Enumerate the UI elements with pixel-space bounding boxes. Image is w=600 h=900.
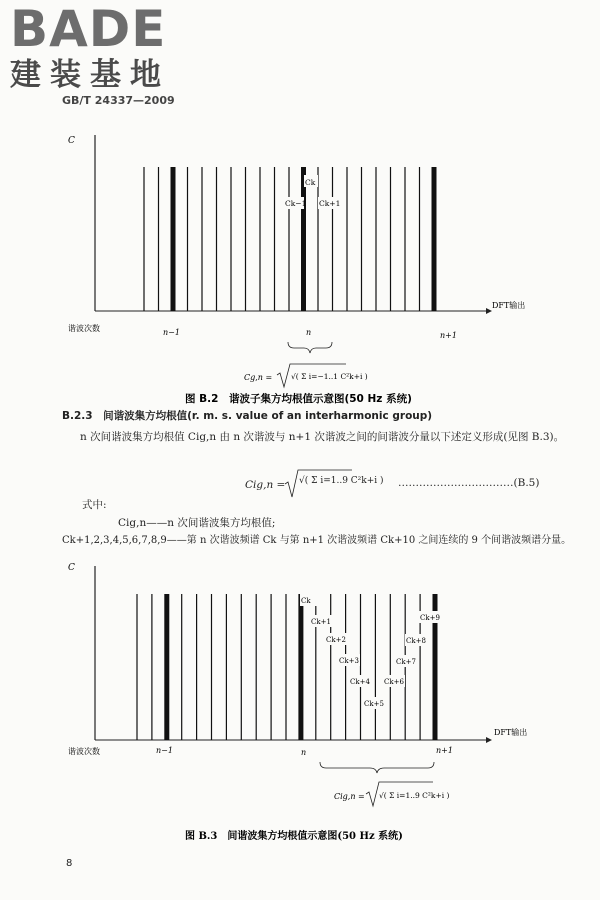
b3-y-axis-label: C [68,563,75,573]
formula-b5-body: √( Σ i=1..9 C²k+i ) [299,476,384,486]
page-number: 8 [66,858,73,869]
formula-b5-lhs: Cig,n = [245,479,286,491]
b3-tick-left: n−1 [156,746,173,755]
figure-b3 [0,556,600,846]
b3-bar-label: Ck+5 [364,700,384,708]
b2-caption: 图 B.2 谐波子集方均根值示意图(50 Hz 系统) [185,393,412,405]
figure-b2 [0,125,600,410]
definition-ck-components: Ck+1,2,3,4,5,6,7,8,9——第 n 次谐波频谱 Ck 与第 n+1 次谐波频谱 Ck+10 之间连续的 9 个间谐波频谱分量。 [62,535,572,546]
b3-tick-mid: n [301,748,307,757]
b3-bar-label: Ck+3 [339,657,359,665]
b2-tick-mid: n [306,328,312,337]
b3-x-axis-arrow [486,737,492,743]
b2-formula-lhs: Cg,n = [244,373,273,382]
b2-label-ck-minus1: Ck−1 [285,199,307,208]
b3-bar-label: Ck+6 [384,678,404,686]
brand-logo-chinese: 建装基地 [10,57,170,93]
b3-bar-label: Ck+1 [311,618,331,626]
b3-bar-label: Ck+4 [350,678,370,686]
b3-row-label: 谐波次数 [68,747,100,756]
definition-cig: Cig,n——n 次间谐波集方均根值; [118,517,276,529]
b3-formula-lhs: Cig,n = [334,792,365,801]
b2-x-axis-label: DFT输出 [492,301,526,310]
b3-bar-label: Ck+7 [396,658,416,666]
brand-logo: BADE [10,0,167,58]
b2-row-label: 谐波次数 [68,324,100,333]
formula-b5-ref: ……………………………(B.5) [398,477,540,489]
b2-brace [288,342,332,353]
b3-bar-label: Ck [301,597,311,605]
section-b23-heading: B.2.3 间谐波集方均根值(r. m. s. value of an interharmonic group) [62,410,433,422]
where-label: 式中: [82,499,107,511]
b3-caption: 图 B.3 间谐波集方均根值示意图(50 Hz 系统) [185,831,403,842]
b2-label-ck-plus1: Ck+1 [319,199,341,208]
b3-bar-label: Ck+8 [406,637,426,645]
b2-y-axis-label: C [68,136,75,146]
b3-formula-body: √( Σ i=1..9 C²k+i ) [379,791,450,800]
b3-bars [137,594,435,740]
b3-tick-right: n+1 [436,746,453,755]
b2-formula-body: √( Σ i=−1..1 C²k+i ) [291,372,368,381]
b3-brace [320,762,434,773]
b2-tick-right: n+1 [440,331,457,340]
section-b23-paragraph: n 次间谐波集方均根值 Cig,n 由 n 次谐波与 n+1 次谐波之间的间谐波分量以下述定义形成(见图 B.3)。 [80,431,565,443]
b3-bar-label: Ck+2 [326,636,346,644]
b2-label-ck: Ck [305,178,316,187]
b2-bars [144,167,434,311]
b3-bar-label: Ck+9 [420,614,440,622]
b3-x-axis-label: DFT输出 [494,728,528,737]
standard-code: GB/T 24337—2009 [62,94,175,107]
b2-tick-left: n−1 [163,328,180,337]
